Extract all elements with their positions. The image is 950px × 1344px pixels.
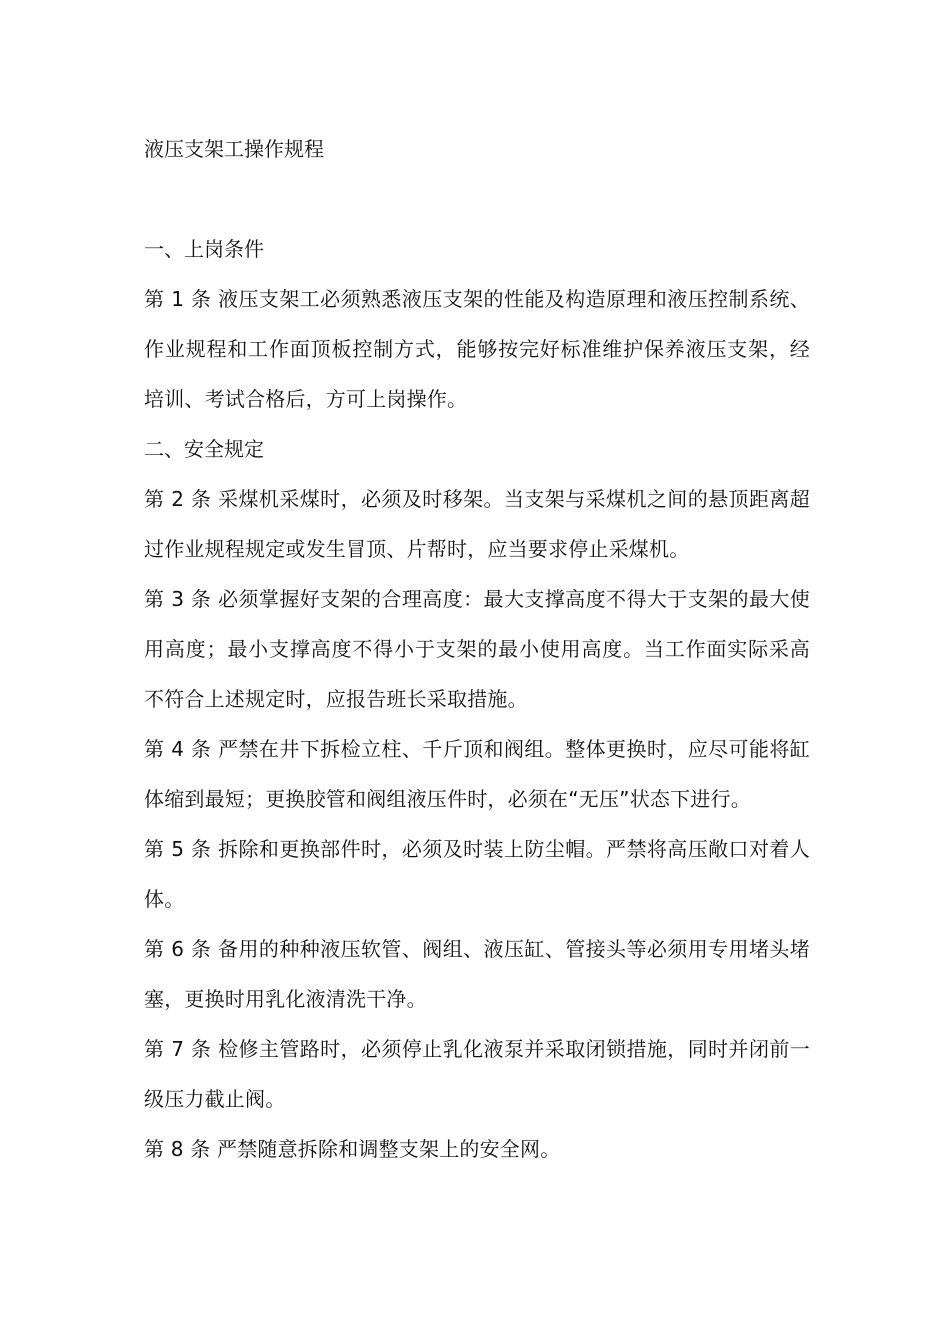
article-6: 第 6 条 备用的种种液压软管、阀组、液压缸、管接头等必须用专用堵头堵塞，更换时用乳化液清洗干净。	[144, 937, 810, 1011]
section-heading: 二、安全规定	[144, 437, 264, 461]
section-requirements	[144, 224, 810, 424]
article-7: 第 7 条 检修主管路时，必须停止乳化液泵并采取闭锁措施，同时并闭前一级压力截止阀。	[144, 1037, 810, 1111]
article-1: 第 1 条 液压支架工必须熟悉液压支架的性能及构造原理和液压控制系统、作业规程和工作面顶板控制方式，能够按完好标准维护保养液压支架，经培训、考试合格后，方可上岗操作。	[144, 287, 810, 411]
article-4: 第 4 条 严禁在井下拆检立柱、千斤顶和阀组。整体更换时，应尽可能将缸体缩到最短；更换胶管和阀组液压件时，必须在“无压”状态下进行。	[144, 737, 810, 811]
section-safety-rules	[144, 424, 810, 1174]
article-3: 第 3 条 必须掌握好支架的合理高度：最大支撑高度不得大于支架的最大使用高度；最小支撑高度不得小于支架的最小使用高度。当工作面实际采高不符合上述规定时，应报告班长采取措施。	[144, 587, 810, 711]
section-heading: 一、上岗条件	[144, 237, 264, 261]
article-8: 第 8 条 严禁随意拆除和调整支架上的安全网。	[144, 1137, 561, 1161]
document-title: 液压支架工操作规程	[144, 137, 324, 161]
document-body	[144, 124, 810, 1174]
article-2: 第 2 条 采煤机采煤时，必须及时移架。当支架与采煤机之间的悬顶距离超过作业规程规定或发生冒顶、片帮时，应当要求停止采煤机。	[144, 487, 810, 561]
article-5: 第 5 条 拆除和更换部件时，必须及时装上防尘帽。严禁将高压敞口对着人体。	[144, 837, 810, 911]
